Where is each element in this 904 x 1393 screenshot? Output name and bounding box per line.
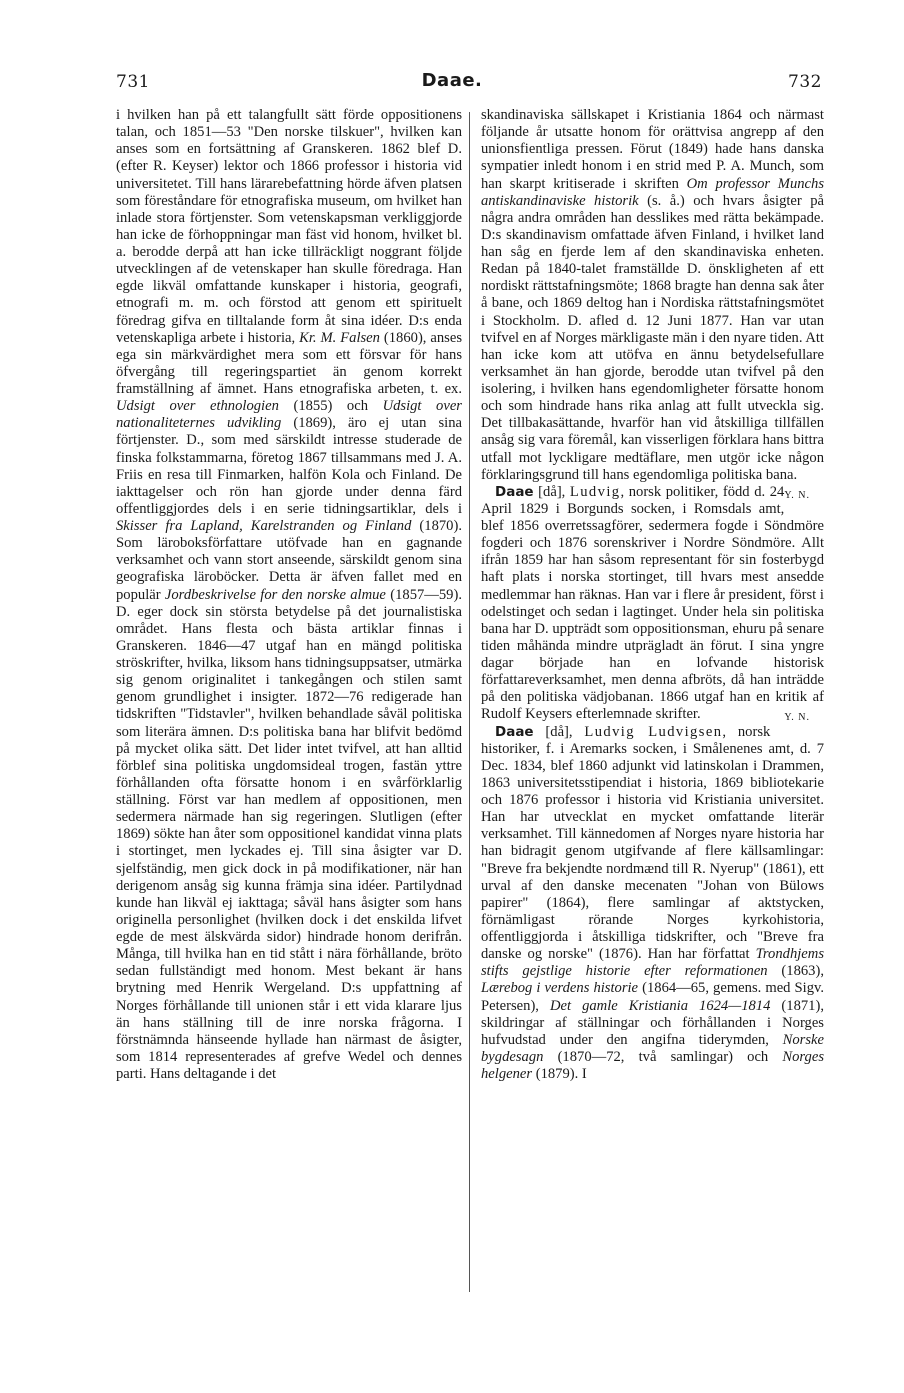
work-title: Skisser fra Lapland, Karelstranden og Finland [116, 518, 412, 534]
entry-given-name: Ludvig Ludvigsen [584, 723, 723, 740]
work-title: Kr. M. Falsen [299, 329, 380, 346]
right-column [481, 107, 824, 1083]
column-divider [469, 112, 470, 1292]
work-title: Om professor Munchs antiskandinaviske historik [481, 175, 824, 209]
page-number-right: 732 [788, 72, 822, 92]
article-continuation: i hvilken han på ett talangfullt sätt förde oppositionens talan, och 1851—53 "Den norske tilskuer", hvilken kan anses som en fortsättning af Granskeren. 1862 blef D. (efter R. Keyser) lektor och 1866 professor i historia vid universitetet. Till hans lärarebefattning hörde äfven platsen som föreståndare för etnografiska museum, om hvilket han inlade stora förtjenster. Som vetenskapsman verkliggjorde han icke de förhoppningar man fäst vid honom, hvilket bl. a. berodde derpå att han icke tillräckligt noggrant följde utvecklingen af de vetenskaper han skulle föredraga. Han egde likväl omfattande kunskaper i historia, geografi, etnografi m. m. och förstod att genom ett spirituelt föredrag gifva en tilltalande form åt sina idéer. D:s enda vetenskapliga arbete i historia, Kr. M. Falsen (1860), anses ega sin märkvärdighet mera som ett försvar för hans öfvergång till regeringspartiet än genom korrekt framställning af ämnet. Hans etnografiska arbeten, t. ex. Udsigt over ethnologien (1855) och Udsigt over nationaliteternes udvikling (1869), äro ej utan sina förtjenster. D., som med särskildt intresse studerade de finska folkstammarna, företog 1867 tillsammans med J. A. Friis en resa till Finmarken, halfön Kola och Finland. De iakttagelser och rön han gjorde under denna färd offentliggjordes dels i en serie tidningsartiklar, dels i Skisser fra Lapland, Karelstranden og Finland (1870). Som läroboksförfattare utöfvade han en gagnande verksamhet och vann stort anseende, särskildt genom sina geografiska läroböcker. Detta är äfven fallet med en populär Jordbeskrivelse for den norske almue (1857—59). D. eger dock sin största betydelse på det journalistiska området. Hans flesta och bästa artiklar finnas i Granskeren. 1846—47 utgaf han en mängd politiska ströskrifter, hvilka, liksom hans tidningsuppsatser, utmärka sig genom originalitet i tankegången och stilen samt genom grundlighet i insigter. 1872—76 redigerade han tidskriften "Tidstavler", hvilken behandlade såväl politiska som literära ämnen. D:s politiska bana har blifvit bedömd på mycket olika sätt. Det lider intet tvifvel, att han alltid förblef sina politiska ungdomsideal trogen, fastän yttre förhållanden ofta försatte honom i en svårförklarlig ställning. Först var han medlem af oppositionen, men sedermera närmade han sig regeringen. Slutligen (efter 1869) sökte han åter som oppositionel kandidat vinna plats i stortinget, men lyckades ej. Till sina åsigter var D. sjelfständig, men gick dock in på modifikationer, när han derigenom ansåg sig kunna främja sina idéer. Partilydnad kunde han likväl ej iakttaga; såväl hans åsigter som hans originella personlighet (hvilken dock i det enskilda lifvet egde de mest älskvärda sidor) hindrade honom derifrån. Många, till hvilka han en tid stått i nära förhållande, bröto sedan fullständigt med honom. Mest bekant är hans brytning med Henrik Wergeland. D:s uppfattning af Norges förhållande till unionen står i ett vida klarare ljus än hans ställning till de inre norska frågorna. I förstnämnda hänseende hyllade han närmast de åsigter, som 1814 representerades af grefve Wedel och dennes parti. Hans deltagande i det [116, 107, 462, 1082]
left-column [116, 107, 462, 1083]
entry-ludvig-ludvigsen-daae: Daae [då], Ludvig Ludvigsen, norsk historiker, f. i Aremarks socken, i Smålenenes amt, d. 7 Dec. 1834, blef 1860 adjunkt vid latinskolan i Drammen, 1863 universitetsstipendiat i historia, 1869 bibliotekarie och 1876 professor i historia vid Kristiania universitet. Han har utvecklat en mycket omfattande literär verksamhet. Till kännedomen af Norges nyare historia har han bidragit genom utgifvande af flere källsamlingar: "Breve fra bekjendte nordmænd till R. Nyerup" (1861), ett urval af den danske mecenaten "Johan von Bülows papirer" (1864), flere samlingar af aktstycken, förnämligast rörande Norges kyrkohistoria, offentliggjorda i åtskilliga tidskrifter, och "Breve fra danske og norske" (1876). Han har författat Trondhjems stifts gejstlige historie efter reformationen (1863), Lærebog i verdens historie (1864—65, gemens. med Sigv. Petersen), Det gamle Kristiania 1624—1814 (1871), skildringar af ställningar och förhållanden i Norges hufvudstad under den angifna tiderymden, Norske bygdesagn (1870—72, två samlingar) och Norges helgener (1879). I [481, 723, 825, 1082]
entry-given-name: Ludvig [569, 483, 621, 500]
work-title: Udsigt over nationaliteternes udvikling [116, 398, 462, 432]
author-signature: Y. N. [784, 489, 810, 501]
work-title: Det gamle Kristiania 1624—1814 [549, 997, 771, 1014]
page-number-left: 731 [116, 72, 150, 92]
article-continuation: skandinaviska sällskapet i Kristiania 1864 och närmast följande år utsatte honom för orättvisa angrepp af den unionsfientliga pressen. Förut (1849) hade hans danska sympatier inledt honom i en strid med P. A. Munch, som han skarpt kritiserade i skriften Om professor Munchs antiskandinaviske historik (s. å.) och hvars åsigter på några andra områden han desslikes med rätta bekämpade. D:s skandinavism omfattade äfven Finland, i hvilket land han såg en fjerde lem af den skandinaviska enheten. Redan på 1840-talet framställde D. önskligheten af ett nordiskt rättstafningsmöte; 1868 bragte han denna sak åter å bane, och 1869 deltog han i Nordiska rättstafningsmötet i Stockholm. D. afled d. 12 Juni 1877. Han var utan tvifvel en af Norges märkligaste män i den nyare tiden. Att han icke kom att utöfva en ännu betydelsefullare verksamhet än han gjorde, berodde utan tvifvel på den isolering, i hvilken hans egendomligheter försatte honom och som hindrade hans rika anlag att fullt utveckla sig. Det tillbakasättande, hvarför han vid åtskilliga tillfällen ansåg sig vara föremål, kan visserligen förklara hans bittra utfall mot lyckligare medtäflare, men utgör icke någon förklaringsgrund till hans egendomliga politiska bana. Y. N. [481, 107, 824, 484]
work-title: Udsigt over ethnologien [116, 398, 279, 415]
running-head: Daae. [421, 70, 483, 91]
entry-headword: Daae [495, 723, 534, 740]
author-signature: Y. N. [784, 712, 810, 724]
work-title: Lærebog i verdens historie [481, 980, 639, 997]
entry-headword: Daae [495, 483, 534, 500]
work-title: Jordbeskrivelse for den norske almue [164, 586, 386, 603]
work-title: Norges helgener [481, 1048, 824, 1082]
entry-ludvig-daae: Daae [då], Ludvig, norsk politiker, född d. 24 April 1829 i Borgunds socken, i Romsdals amt, blef 1856 overretssagförer, sedermera fogde i Söndmöre fogderi och 1876 sorenskriver i Nordre Söndmöre. Allt ifrån 1859 har han såsom representant för sin fosterbygd haft plats i norska stortinget, till hvars mest ansedde medlemmar han räknas. Han var i flere år president, först i odelstinget och sedan i lagtinget. Under hela sin politiska bana har D. uppträdt som oppositionsman, ehuru på senare tiden måhända mindre utprägladt än förut. I sina yngre dagar började han en lofvande historisk författareverksamhet, men denna afbröts, då han inträdde på den politiska vädjobanan. 1866 utgaf han en kritik af Rudolf Keysers efterlemnade skrifter. Y. N. [481, 484, 824, 724]
work-title: Norske bygdesagn [481, 1031, 824, 1065]
work-title: Trondhjems stifts gejstlige historie efter reformationen [481, 946, 824, 980]
